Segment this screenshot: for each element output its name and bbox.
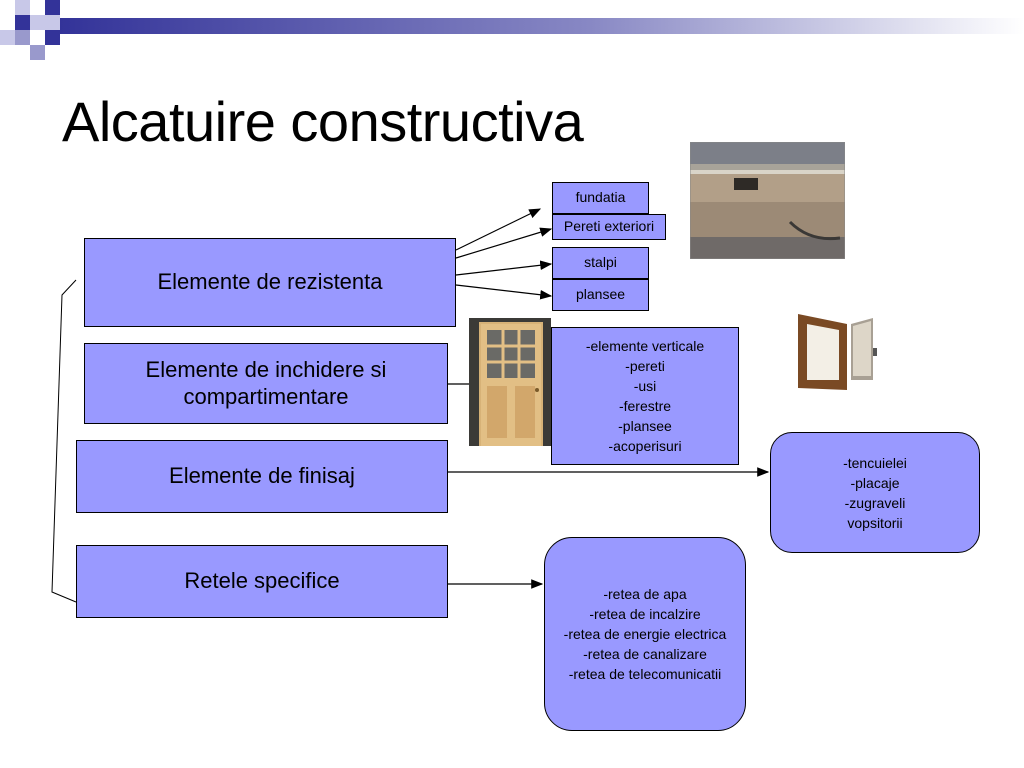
box-elemente-finisaj-label: Elemente de finisaj	[169, 463, 355, 489]
door-photo	[469, 318, 551, 446]
box-pereti-exteriori	[552, 214, 666, 240]
list-item: vopsitorii	[847, 514, 903, 531]
box-fundatia-label: fundatia	[575, 189, 626, 206]
box-stalpi-label: stalpi	[584, 254, 617, 271]
box-plansee-label: plansee	[575, 286, 626, 303]
box-plansee	[552, 279, 649, 311]
list-item: -placaje	[850, 474, 900, 491]
box-elemente-rezistenta-label: Elemente de rezistenta	[157, 269, 383, 295]
wall-photo	[690, 142, 845, 259]
box-stalpi	[552, 247, 649, 279]
list-item: -retea de apa	[603, 586, 687, 602]
box-finisaj-list	[770, 432, 980, 553]
arrow-to-plansee	[456, 285, 551, 296]
box-elemente-inchidere	[84, 343, 448, 424]
list-item: -usi	[633, 378, 657, 394]
list-item: -tencuielei	[843, 454, 907, 471]
list-item: -retea de telecomunicatii	[568, 666, 722, 682]
box-retele-specifice-label: Retele specifice	[184, 568, 340, 594]
left-bracket-line	[52, 280, 76, 602]
list-item: -retea de incalzire	[589, 606, 701, 622]
box-elemente-rezistenta	[84, 238, 456, 327]
arrow-to-fundatia	[456, 209, 540, 250]
list-item: -retea de canalizare	[583, 646, 707, 662]
box-retele-list	[544, 537, 746, 731]
window-photo	[795, 312, 881, 392]
list-item: -zugraveli	[844, 494, 906, 511]
list-item: -pereti	[625, 358, 665, 374]
box-elemente-inchidere-label: Elemente de inchidere si compartimentare	[145, 357, 387, 409]
box-elemente-finisaj	[76, 440, 448, 513]
list-item: -plansee	[618, 418, 672, 434]
list-item: -elemente verticale	[585, 338, 705, 354]
box-fundatia	[552, 182, 649, 214]
box-pereti-exteriori-label: Pereti exteriori	[563, 218, 655, 235]
slide-title: Alcatuire constructiva	[62, 90, 584, 153]
box-retele-specifice	[76, 545, 448, 618]
box-inchidere-list	[551, 327, 739, 465]
list-item: -acoperisuri	[608, 438, 682, 454]
list-item: -ferestre	[618, 398, 672, 414]
list-item: -retea de energie electrica	[563, 626, 727, 642]
arrow-to-stalpi	[456, 264, 551, 275]
